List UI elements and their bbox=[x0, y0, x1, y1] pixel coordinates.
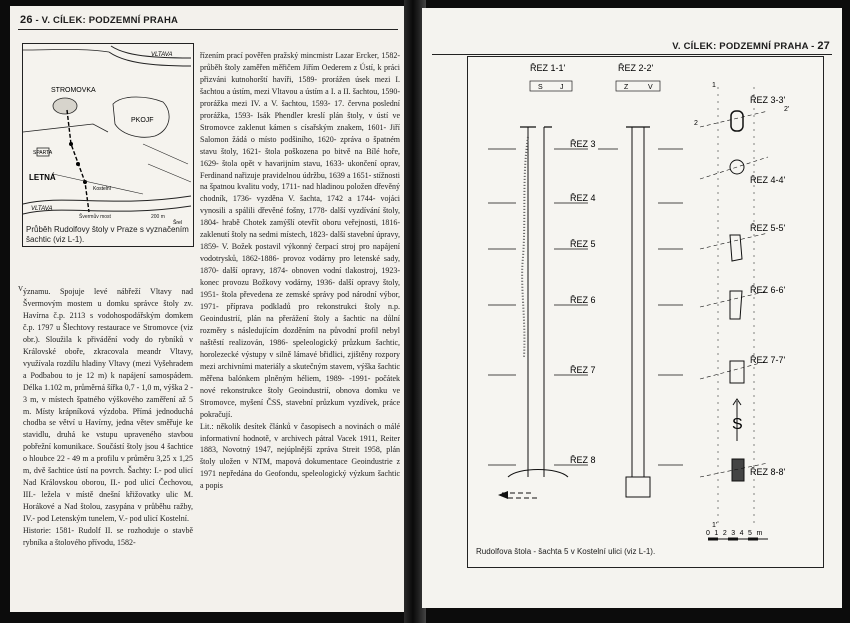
map-figure bbox=[22, 43, 194, 247]
plan-cut-label: ŘEZ 5-5' bbox=[750, 223, 786, 233]
river-bank-line bbox=[109, 52, 191, 66]
map-label-pkojf: PKOJF bbox=[131, 117, 154, 124]
cut-label: ŘEZ 3 bbox=[570, 139, 596, 149]
cut-label: ŘEZ 7 bbox=[570, 365, 596, 375]
diagram-caption: Rudolfova štola - šachta 5 v Kostelní ulici (viz L-1). bbox=[476, 547, 656, 556]
plan-cut-label: ŘEZ 4-4' bbox=[750, 175, 786, 185]
right-page-header bbox=[672, 40, 830, 52]
map-label-vltava-bottom: VLTAVA bbox=[31, 206, 53, 212]
plan-section-shape bbox=[730, 361, 744, 383]
tunnel-route bbox=[67, 110, 89, 212]
direction-label: S bbox=[538, 84, 543, 91]
shaft-diagram bbox=[467, 56, 824, 568]
map-label-steel: Šrel bbox=[173, 220, 182, 226]
axis-mark: 2 bbox=[694, 120, 698, 127]
plan-section-shape bbox=[730, 291, 742, 319]
map-drawing bbox=[23, 44, 193, 226]
cut-label: ŘEZ 4 bbox=[570, 193, 596, 203]
cut-label: ŘEZ 5 bbox=[570, 239, 596, 249]
plan-cut-label: ŘEZ 7-7' bbox=[750, 355, 786, 365]
paragraph: ýznamu. Spojuje levé nábřeží Vltavy nad Švermovým mostem u domku správce štoly zv. Havírna č.p. 2113 s vodohospodářským domkem č.p. 1797 u Šlechtovy restaurace ve Stromovce (viz obr.). Sloužila k přivádění vody do rybníků v Královské oboře, zkracovala meandr Vltavy, využívala rozdílu hladiny Vltavy (mezi Vyšehradem a Podbabou to je 12 m) k napájení samospádem. Délka 1.102 m, průměrná šířka 0,7 - 1,0 m, výška 2 - 3 m, v místech špatného výškového zaměření až 5 m. Místy krápníková výzdoba. Přímá jednoduchá chodba se větví u Havírny, jedna větev směřuje ke stavidlu, druhá ke vstupu upraveného stavbou pobřežní komunikace. Součástí štoly jsou 4 šachtice o hloubce 22 - 49 m a profilu v průměru 3,25 x 1,25 m, dvě šachtice ústí na povrch. Šachty: I.- pod ulicí Nad Královskou oborou, II.- pod ulicí Čechovou, III.- ležela v místě dnešní křižovatky ulic M. Horákové a Nad štolou, zasypána v průběhu ražby, IV.- pod Letenským tunelem, V.- pod ulicí Kostelní. bbox=[23, 287, 193, 524]
paragraph: řízením prací pověřen pražský mincmistr Lazar Ercker, 1582- průběh štoly zaměřen měřičem Jiřím Oederem z Ústí, k práci přizváni kutnohorští havíři, 1589- prorážen úsek mezi I. šachtou a ústím, mezi Vltavou a ústím a I. a II. šachtou, 1590- prorážka mezi IV. a V. šachtou, 1593- 17. června poslední prorážka, 1593- Isák Phendler kreslí plán štoly, v ústí ve Stromovce zaklenut kámen s císařským znakem, 1601- Jiří Salomon žádá o místo podšiního, 1620- zpráva o špatném stavu štoly, 1621- štola poškozena po bitvě na Bílé hoře, 1629- štola opět v havarijním stavu, 1633- ukončení oprav, Ferdinand nařizuje pravidelnou údržbu, 1639 a 1651- stížnosti na špatnou kvalitu vody, 1711- nad hladinou položen dřevěný chodník, 1736- vyzděna V. šachta, 1742 a 1744- vojáci vynosili a spálili dřevěné fošny, 1778- další vyzdívání štoly, 1804- hrabě Chotek zamýšlí otevřít oboru veřejnosti, 1816- zaklenutí štoly na sedmi místech, 1823- další stavební úpravy, 1859- V. Božek postavil výkonný čerpací stroj pro napájení vodotrysků, 1862-1886- provoz vodárny pro letenské sady, 1870- další opravy, 1874- obnoven vodní tlakostroj, 1923- konec provozu Božkovy vodárny, 1936- další opravy štoly, 1951- štola převedena ze zemské správy pod národní výbor, 1971- příprava podkladů pro rekonstrukci štoly n.p. Geoindustrií, plán na přerážení štoly a šachtic na důlní rozměry s následujícím dozděním na původní profil nebyl naštěstí realizován, 1986- speleologický průzkum šachtic, horolezecké výstupy v silně lámavé břidlici, zjištěny rozpory mezi archivními materiály a skutečným stavem, výška šachtic měřena balónkem plněným héliem, 1989- -1991- počátek nové rekonstrukce štoly Geoindustrií, obnova domku ve Stromovce, myšení ČSS, stavební průzkum vyzdívek, práce pokračují. bbox=[200, 51, 400, 419]
plan-cut-label: ŘEZ 8-8' bbox=[750, 467, 786, 477]
shaft-marker bbox=[69, 142, 73, 146]
shaft-rubble bbox=[522, 137, 528, 357]
cut-label: ŘEZ 6 bbox=[570, 295, 596, 305]
direction-arrow-box bbox=[616, 81, 660, 91]
map-pond bbox=[53, 98, 77, 114]
right-header-rule bbox=[432, 54, 832, 55]
direction-arrow-box bbox=[530, 81, 572, 91]
shaft-wall-line bbox=[632, 127, 644, 477]
plan-section-shape bbox=[732, 459, 744, 481]
direction-label: V bbox=[648, 84, 653, 91]
map-label-letna: LETNÁ bbox=[29, 173, 56, 182]
direction-label: J bbox=[560, 84, 564, 91]
road-line bbox=[23, 50, 109, 53]
shaft-base bbox=[626, 477, 650, 497]
left-page-header bbox=[20, 14, 178, 26]
road-line bbox=[23, 124, 108, 132]
flow-arrow-icon bbox=[498, 491, 508, 499]
section-label: ŘEZ 2-2' bbox=[618, 63, 654, 73]
scale-ticks: 012345m bbox=[706, 530, 767, 537]
section-label: ŘEZ 1-1' bbox=[530, 63, 566, 73]
left-header-title: - V. CÍLEK: PODZEMNÍ PRAHA bbox=[35, 15, 179, 26]
map-label-svermuv-most: Švermův most bbox=[79, 214, 111, 220]
axis-mark: 2' bbox=[784, 106, 790, 113]
diagram-drawing bbox=[468, 57, 823, 567]
left-header-rule bbox=[18, 29, 398, 30]
map-caption: Průběh Rudolfovy štoly v Praze s vyznačením šachtic (viz L-1). bbox=[26, 225, 189, 244]
shaft-wall-line bbox=[528, 127, 544, 477]
north-arrow-label: S bbox=[732, 416, 743, 433]
right-header-title: V. CÍLEK: PODZEMNÍ PRAHA - bbox=[672, 41, 815, 52]
right-text-column bbox=[200, 50, 400, 492]
plan-cut-label: ŘEZ 3-3' bbox=[750, 95, 786, 105]
road-line bbox=[143, 144, 191, 182]
map-label-vltava-top: VLTAVA bbox=[151, 52, 173, 58]
plan-section-shape bbox=[731, 111, 743, 131]
cut-label: ŘEZ 8 bbox=[570, 455, 596, 465]
axis-mark: 1 bbox=[712, 82, 716, 89]
right-page bbox=[422, 8, 842, 608]
plan-cut-label: ŘEZ 6-6' bbox=[750, 285, 786, 295]
left-text-column bbox=[23, 286, 193, 549]
map-label-sparta: SPARTA bbox=[33, 150, 53, 156]
shaft-marker bbox=[76, 162, 80, 166]
paragraph: Historie: 1581- Rudolf II. se rozhoduje o stavbě rybníka a štolového přívodu, 1582- bbox=[23, 526, 193, 548]
axis-mark: 1' bbox=[712, 522, 718, 529]
river-bank-line bbox=[23, 196, 191, 204]
tunnel-base bbox=[508, 470, 568, 478]
left-page bbox=[10, 6, 408, 612]
left-page-number: 26 bbox=[20, 14, 33, 26]
sigma-note: V bbox=[18, 285, 24, 293]
map-scale-label: 200 m bbox=[151, 214, 165, 220]
direction-label: Z bbox=[624, 84, 629, 91]
paragraph: Lit.: několik desítek článků v časopisech a novinách o málé informativní hodnotě, v archivech pátral Vacek 1911, Reiter 1883, Novotný 1947, nejúplnější zpráva Streit 1958, plán štoly uložen v NTM, mapová dokumentace Geoindustrie z 1971 nepředána do Geofondu, speleologický výzkum šachtic a popis bbox=[200, 421, 400, 491]
plan-section-shape bbox=[730, 235, 742, 261]
map-label-stromovka: STROMOVKA bbox=[51, 87, 96, 94]
right-page-number: 27 bbox=[817, 40, 830, 52]
map-label-kostelni: Kostelní bbox=[93, 186, 112, 192]
